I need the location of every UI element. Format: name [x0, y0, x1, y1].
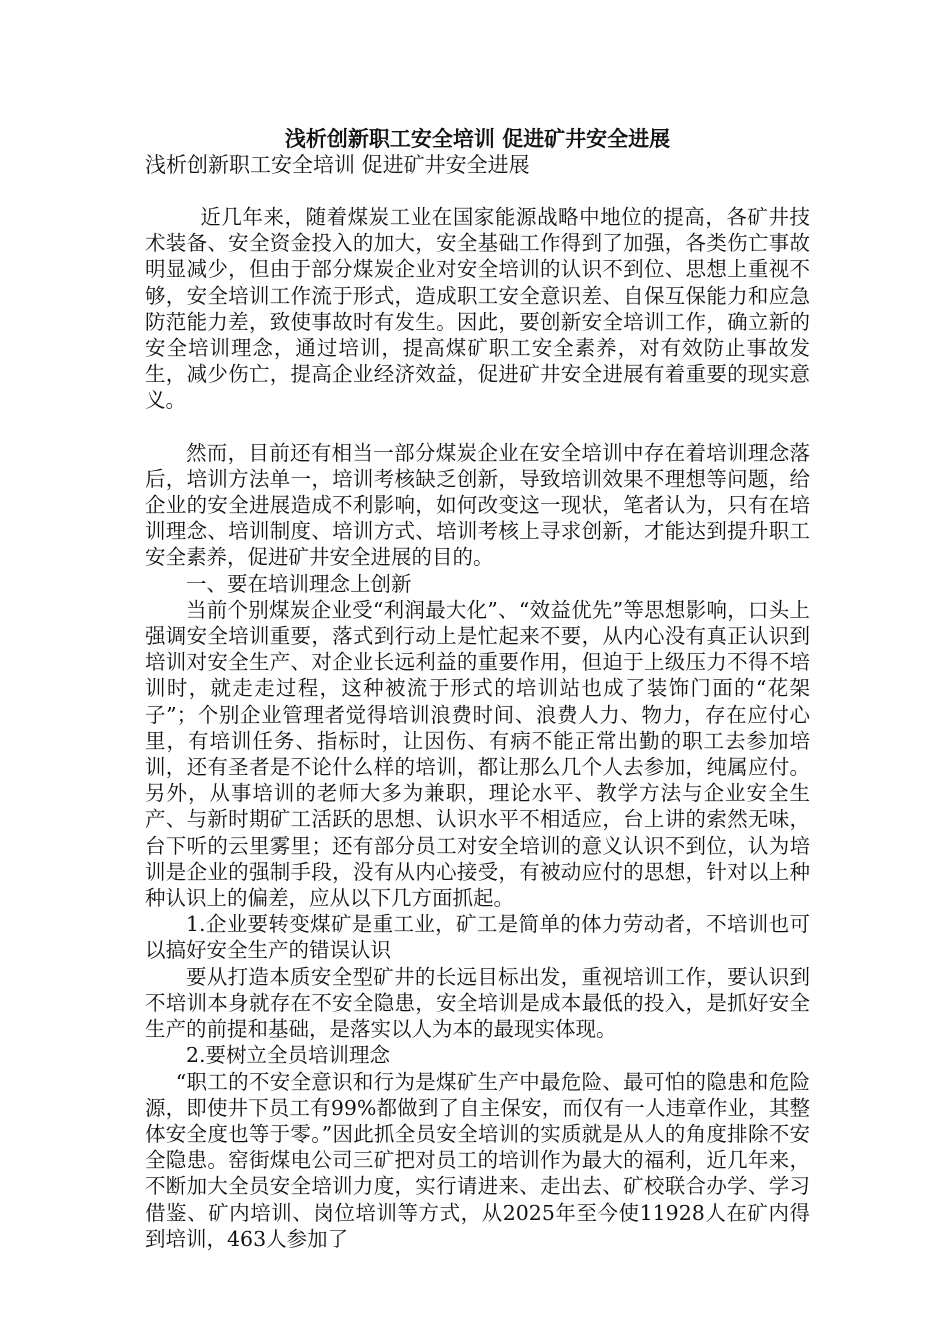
- document-title: 浅析创新职工安全培训 促进矿井安全进展: [284, 126, 671, 151]
- section-heading-1: 一、要在培训理念上创新: [186, 571, 412, 596]
- paragraph-problem: 然而，目前还有相当一部分煤炭企业在安全培训中存在着培训理念落后，培训方法单一，培训考核缺乏创新，导致培训效果不理想等问题，给企业的安全进展造成不利影响，如何改变这一现状，笔者认为，只有在培训理念、培训制度、培训方式、培训考核上寻求创新，才能达到提升职工安全素养，促进矿井安全进展的目的。: [145, 440, 810, 570]
- subheading-2: 2.要树立全员培训理念: [186, 1043, 391, 1068]
- paragraph-subsection-2: “职工的不安全意识和行为是煤矿生产中最危险、最可怕的隐患和危险源，即使井下员工有99%都做到了自主保安，而仅有一人违章作业，其整体安全度也等于零。”因此抓全员安全培训的实质就是从人的角度排除不安全隐患。窑街煤电公司三矿把对员工的培训作为最大的福利，近几年来，不断加大全员安全培训力度，实行请进来、走出去、矿校联合办学、学习借鉴、矿内培训、岗位培训等方式，从2025年至今使11928人在矿内得到培训，463人参加了: [145, 1069, 810, 1251]
- document-subtitle: 浅析创新职工安全培训 促进矿井安全进展: [145, 153, 530, 177]
- paragraph-subsection-1: 要从打造本质安全型矿井的长远目标出发，重视培训工作，要认识到不培训本身就存在不安全隐患，安全培训是成本最低的投入，是抓好安全生产的前提和基础，是落实以人为本的最现实体现。: [145, 964, 810, 1042]
- spacer: [145, 178, 810, 204]
- paragraph-intro: 近几年来，随着煤炭工业在国家能源战略中地位的提高，各矿井技术装备、安全资金投入的加大，安全基础工作得到了加强，各类伤亡事故明显减少，但由于部分煤炭企业对安全培训的认识不到位、思想上重视不够，安全培训工作流于形式，造成职工安全意识差、自保互保能力和应急防范能力差，致使事故时有发生。因此，要创新安全培训工作，确立新的安全培训理念，通过培训，提高煤矿职工安全素养，对有效防止事故发生，减少伤亡，提高企业经济效益，促进矿井安全进展有着重要的现实意义。: [145, 205, 810, 413]
- document-page: [145, 126, 810, 1252]
- paragraph-section-1: 当前个别煤炭企业受“利润最大化”、“效益优先”等思想影响，口头上强调安全培训重要，落式到行动上是忙起来不要，从内心没有真正认识到培训对安全生产、对企业长远利益的重要作用，但迫于上级压力不得不培训时，就走走过程，这种被流于形式的培训站也成了装饰门面的“花架子”；个别企业管理者觉得培训浪费时间、浪费人力、物力，存在应付心里，有培训任务、指标时，让因伤、有病不能正常出勤的职工去参加培训，还有圣者是不论什么样的培训，都让那么几个人去参加，纯属应付。另外，从事培训的老师大多为兼职，理论水平、教学方法与企业安全生产、与新时期矿工活跃的思想、认识水平不相适应，台上讲的索然无味，台下听的云里雾里；还有部分员工对安全培训的意义认识不到位，认为培训是企业的强制手段，没有从内心接受，有被动应付的思想，针对以上种种认识上的偏差，应从以下几方面抓起。: [145, 597, 810, 911]
- spacer: [145, 414, 810, 440]
- subheading-1: 1.企业要转变煤矿是重工业，矿工是简单的体力劳动者，不培训也可以搞好安全生产的错误认识: [145, 912, 810, 963]
- document-body: [145, 204, 810, 1252]
